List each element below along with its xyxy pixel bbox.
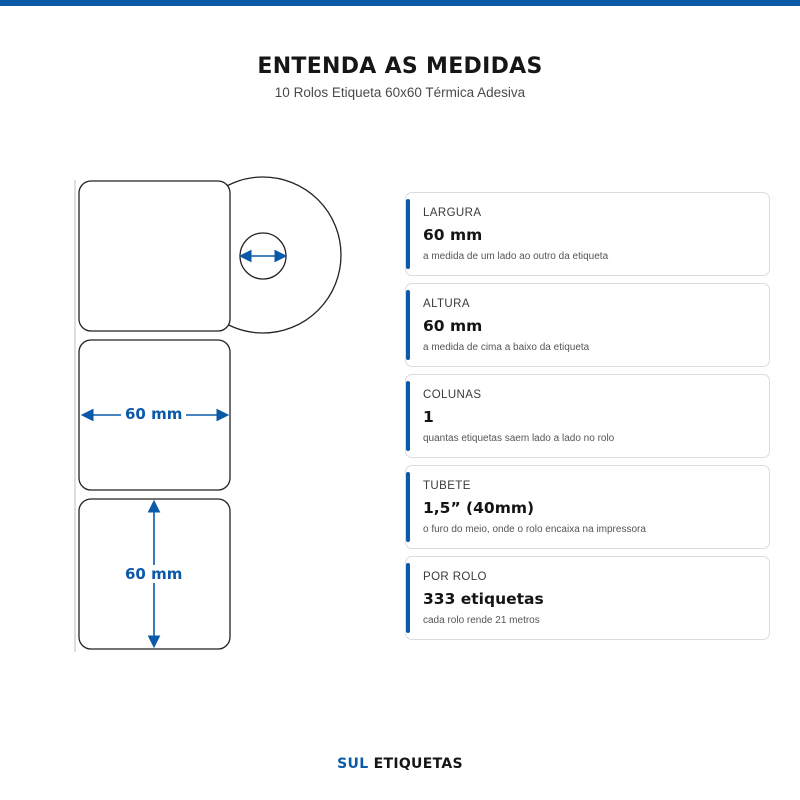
spec-value: 333 etiquetas [423,590,544,608]
top-accent-bar [0,0,800,6]
spec-label: ALTURA [423,298,470,310]
spec-label: TUBETE [423,480,471,492]
label-1 [79,181,230,331]
label-roll-illustration [70,170,360,660]
spec-card-por-rolo [405,556,770,640]
spec-description: o furo do meio, onde o rolo encaixa na impressora [423,524,646,535]
spec-value: 1 [423,408,434,426]
spec-card-altura [405,283,770,367]
spec-card-tubete [405,465,770,549]
card-accent-bar [406,472,410,542]
spec-card-list [405,192,770,647]
spec-description: a medida de um lado ao outro da etiqueta [423,251,609,262]
brand-name-part2: ETIQUETAS [373,756,463,772]
card-accent-bar [406,563,410,633]
card-accent-bar [406,381,410,451]
spec-value: 60 mm [423,226,483,244]
width-label: 60 mm [121,405,186,423]
brand-name-part1: SUL [337,756,369,772]
label-roll-diagram [70,170,360,660]
page-header [0,54,800,100]
brand-logo [0,756,800,772]
card-accent-bar [406,290,410,360]
spec-value: 60 mm [423,317,483,335]
spec-description: a medida de cima a baixo da etiqueta [423,342,590,353]
height-label: 60 mm [121,565,186,583]
page-subtitle: 10 Rolos Etiqueta 60x60 Térmica Adesiva [274,85,526,100]
spec-label: COLUNAS [423,389,482,401]
spec-label: POR ROLO [423,571,487,583]
card-accent-bar [406,199,410,269]
spec-card-largura [405,192,770,276]
spec-description: cada rolo rende 21 metros [423,615,540,626]
page-title: ENTENDA AS MEDIDAS [257,54,543,79]
spec-value: 1,5” (40mm) [423,499,535,517]
spec-label: LARGURA [423,207,482,219]
spec-card-colunas [405,374,770,458]
spec-description: quantas etiquetas saem lado a lado no rolo [423,433,615,444]
